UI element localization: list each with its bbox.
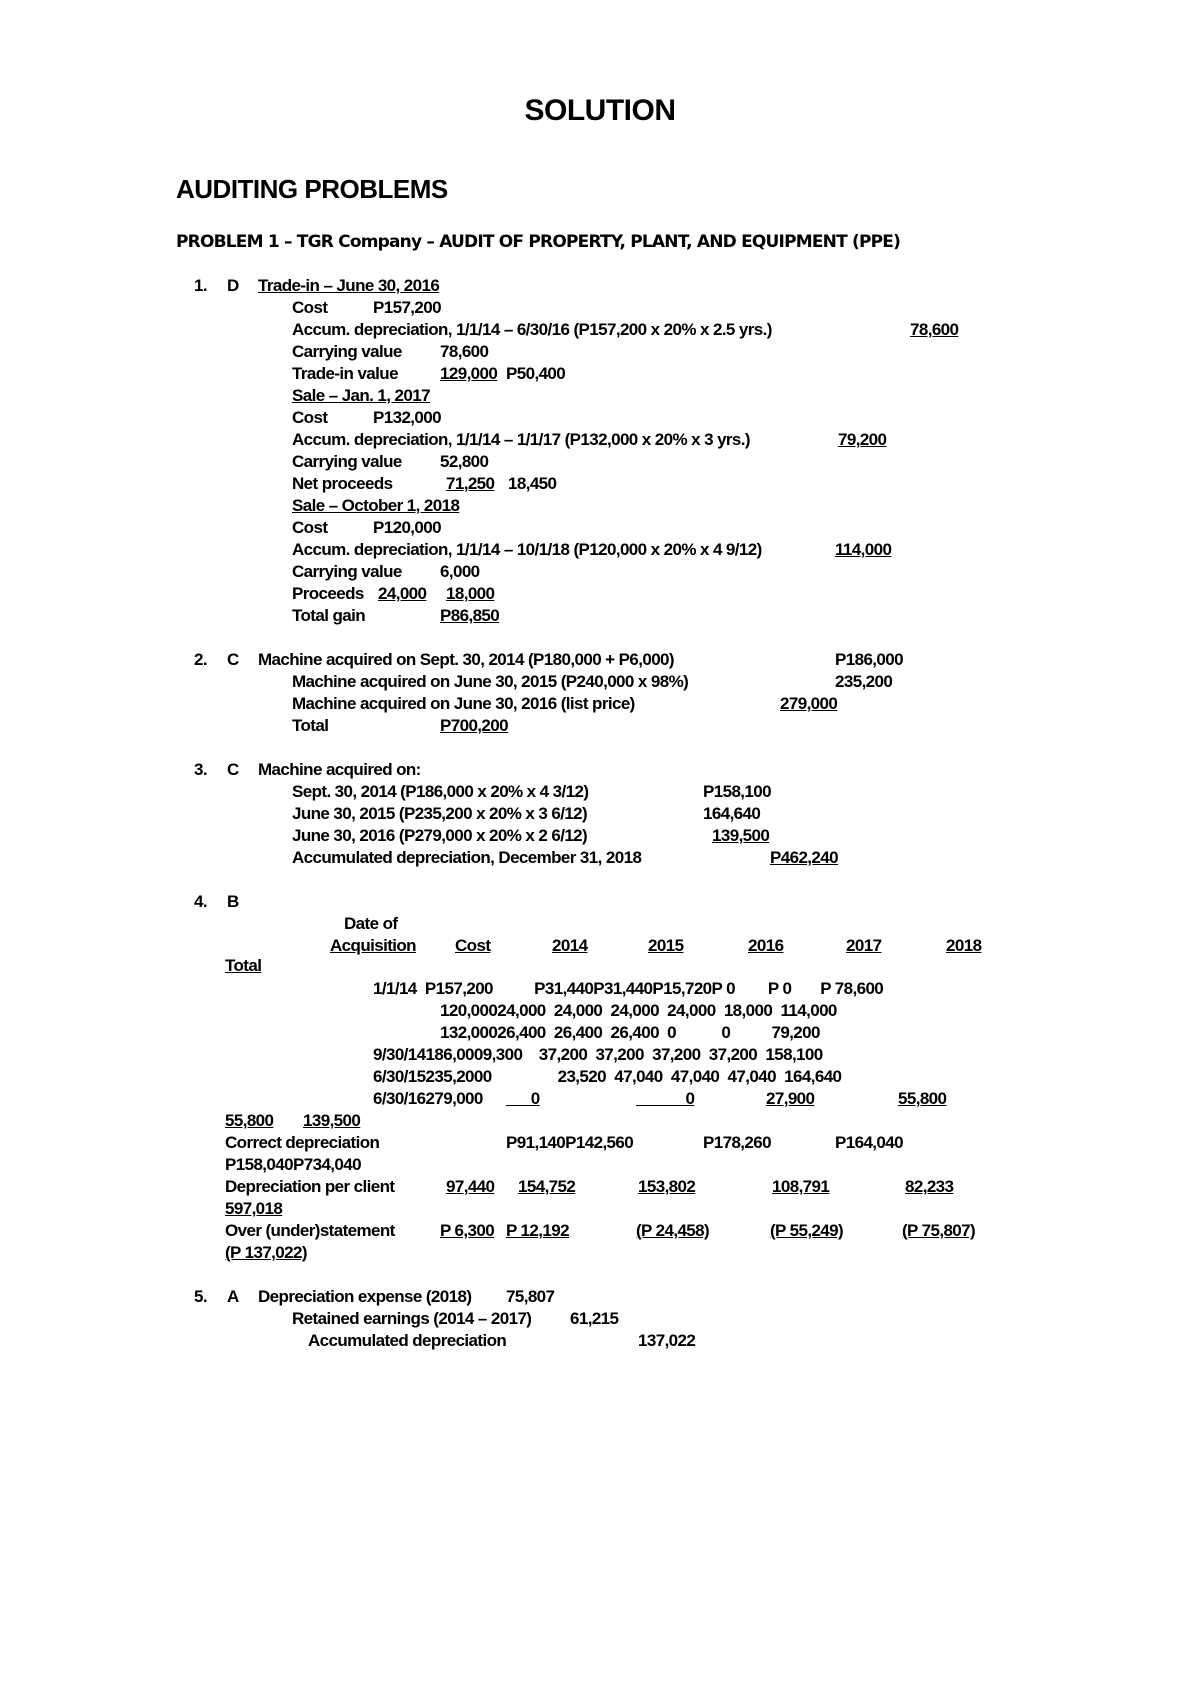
q5-debit-2: Retained earnings (2014 – 2017) [292,1309,532,1328]
q2-number: 2. [194,650,207,669]
q1-net-proceeds-value: 71,250 [446,474,495,493]
q2-line-1-value: P186,000 [835,650,903,669]
q1-answer: D [227,276,239,295]
q4-client-dep-d: 108,791 [772,1177,830,1196]
q1-accum-dep-2: Accum. depreciation, 1/1/14 – 1/1/17 (P132,000 x 20% x 3 yrs.) [292,430,750,449]
table-row: 120,00024,000 24,000 24,000 24,000 18,000 114,000 [440,1001,837,1020]
q1-trade-in-value: 129,000 [440,364,498,383]
q1-cost-value: P157,200 [373,298,441,317]
q4-over-under-f: (P 137,022) [225,1243,307,1262]
q4-row-6-date-cost: 6/30/16279,000 [373,1089,483,1108]
q1-carrying-label-3: Carrying value [292,562,402,581]
q4-header-acquisition: Acquisition [330,936,416,955]
q1-sale-2017-gain: 18,450 [508,474,557,493]
q4-over-under-label: Over (under)statement [225,1221,395,1240]
q4-number: 4. [194,892,207,911]
q2-total-label: Total [292,716,329,735]
q4-client-dep-e: 82,233 [905,1177,954,1196]
q5-debit-1: Depreciation expense (2018) [258,1287,472,1306]
q3-heading: Machine acquired on: [258,760,421,779]
q1-accum-dep-1: Accum. depreciation, 1/1/14 – 6/30/16 (P157,200 x 20% x 2.5 yrs.) [292,320,772,339]
q1-carrying-label-2: Carrying value [292,452,402,471]
section-heading: AUDITING PROBLEMS [176,174,448,204]
q3-line-1-value: P158,100 [703,782,771,801]
q1-accum-dep-1-value: 78,600 [910,320,959,339]
q4-over-under-d: (P 55,249) [770,1221,844,1240]
q4-header-total: Total [225,956,262,975]
q4-over-under-c: (P 24,458) [636,1221,710,1240]
q4-correct-dep-a: P91,140P142,560 [506,1133,634,1152]
q3-line-2-value: 164,640 [703,804,761,823]
q4-row-6-2017: 27,900 [766,1089,815,1108]
q4-header-2016: 2016 [748,936,784,955]
table-row: 1/1/14 P157,200 P31,440P31,440P15,720P 0 P 0 P 78,600 [373,979,884,998]
q4-over-under-b: P 12,192 [506,1221,569,1240]
q4-header-2015: 2015 [648,936,684,955]
q4-row-6-2016-value: 0 [685,1089,695,1108]
problem-heading: PROBLEM 1 – TGR Company – AUDIT OF PROPERTY, PLANT, AND EQUIPMENT (PPE) [176,232,901,252]
q3-line-3: June 30, 2016 (P279,000 x 20% x 2 6/12) [292,826,588,845]
q4-client-dep-b: 154,752 [518,1177,576,1196]
q1-cost-label: Cost [292,298,328,317]
q4-correct-dep-label: Correct depreciation [225,1133,380,1152]
q4-client-dep-c: 153,802 [638,1177,696,1196]
q4-correct-dep-b: P178,260 [703,1133,771,1152]
q1-carrying-label-1: Carrying value [292,342,402,361]
q1-trade-in-gain: P50,400 [506,364,566,383]
q1-cost-value-2: P132,000 [373,408,441,427]
q5-debit-2-value: 61,215 [570,1309,619,1328]
q4-correct-dep-d: P158,040P734,040 [225,1155,361,1174]
q4-header-date-of: Date of [344,914,398,933]
q2-line-1: Machine acquired on Sept. 30, 2014 (P180,000 + P6,000) [258,650,674,669]
q2-answer: C [227,650,239,669]
q1-proceeds-label: Proceeds [292,584,364,603]
q4-over-under-a: P 6,300 [440,1221,495,1240]
q4-header-2014: 2014 [552,936,588,955]
q5-debit-1-value: 75,807 [506,1287,555,1306]
q4-answer: B [227,892,239,911]
q5-number: 5. [194,1287,207,1306]
q3-line-2: June 30, 2015 (P235,200 x 20% x 3 6/12) [292,804,588,823]
q3-line-1: Sept. 30, 2014 (P186,000 x 20% x 4 3/12) [292,782,589,801]
q4-header-cost: Cost [455,936,491,955]
q3-total-value: P462,240 [770,848,838,867]
q1-cost-label-3: Cost [292,518,328,537]
q1-carrying-value-3: 6,000 [440,562,480,581]
q4-row-6-2015 [506,1089,540,1109]
q4-client-dep-label: Depreciation per client [225,1177,395,1196]
q3-total-label: Accumulated depreciation, December 31, 2018 [292,848,642,867]
q3-number: 3. [194,760,207,779]
q1-trade-in-heading: Trade-in – June 30, 2016 [258,276,440,295]
q1-sale-2018-heading: Sale – October 1, 2018 [292,496,460,515]
q1-trade-in-value-label: Trade-in value [292,364,398,383]
q2-line-3: Machine acquired on June 30, 2016 (list price) [292,694,635,713]
q4-row-6-wrap-b: 139,500 [303,1111,361,1130]
q1-total-gain-value: P86,850 [440,606,500,625]
q1-number: 1. [194,276,207,295]
q1-net-proceeds-label: Net proceeds [292,474,393,493]
q4-client-dep-a: 97,440 [446,1177,495,1196]
q4-row-6-wrap-a: 55,800 [225,1111,274,1130]
q1-proceeds-value: 24,000 [378,584,427,603]
q1-sale-2017-heading: Sale – Jan. 1, 2017 [292,386,430,405]
q2-total-value: P700,200 [440,716,508,735]
q4-header-2018: 2018 [946,936,982,955]
q1-accum-dep-3: Accum. depreciation, 1/1/14 – 10/1/18 (P120,000 x 20% x 4 9/12) [292,540,762,559]
q1-accum-dep-3-value: 114,000 [835,540,892,559]
q1-total-gain-label: Total gain [292,606,366,625]
q1-carrying-value-2: 52,800 [440,452,489,471]
q2-line-3-value: 279,000 [780,694,838,713]
q2-line-2-value: 235,200 [835,672,893,691]
q4-correct-dep-c: P164,040 [835,1133,903,1152]
q1-sale-2018-gain: 18,000 [446,584,495,603]
q1-accum-dep-2-value: 79,200 [838,430,887,449]
q3-line-3-value: 139,500 [712,826,770,845]
table-row: 132,00026,400 26,400 26,400 0 0 79,200 [440,1023,820,1042]
q4-header-2017: 2017 [846,936,882,955]
table-row: 9/30/14186,0009,300 37,200 37,200 37,200 37,200 158,100 [373,1045,823,1064]
q4-over-under-e: (P 75,807) [902,1221,976,1240]
q5-credit-value: 137,022 [638,1331,696,1350]
q5-answer: A [227,1287,239,1306]
q1-carrying-value-1: 78,600 [440,342,489,361]
q4-client-dep-f: 597,018 [225,1199,283,1218]
q1-cost-value-3: P120,000 [373,518,441,537]
q4-row-6-2015-value: 0 [530,1089,540,1108]
q4-row-6-2018: 55,800 [898,1089,947,1108]
q5-credit: Accumulated depreciation [308,1331,507,1350]
page-title: SOLUTION [524,94,676,127]
q2-line-2: Machine acquired on June 30, 2015 (P240,000 x 98%) [292,672,689,691]
q1-cost-label-2: Cost [292,408,328,427]
q4-row-6-2016 [636,1089,694,1109]
q3-answer: C [227,760,239,779]
table-row: 6/30/15235,2000 23,520 47,040 47,040 47,040 164,640 [373,1067,842,1086]
